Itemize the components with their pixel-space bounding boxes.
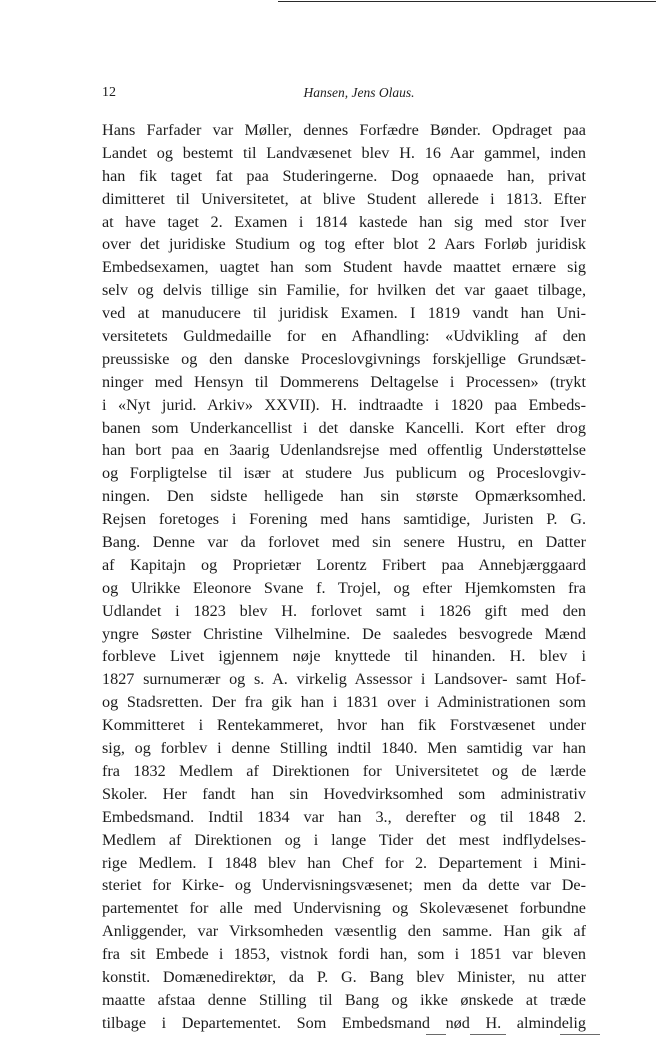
- text-line: Embedsexamen, uagtet han som Student havde maattet ernære sig: [102, 258, 586, 277]
- text-line: Landet og bestemt til Landvæsenet blev H. 16 Aar gammel, inden: [102, 143, 586, 162]
- running-head: Hansen, Jens Olaus.: [303, 85, 415, 100]
- text-line: tilbage i Departementet. Som Embedsmand nød H. almindelig: [102, 1013, 586, 1032]
- text-line: rige Medlem. I 1848 blev han Chef for 2. Departement i Mini-: [102, 853, 586, 872]
- text-line: ninger med Hensyn til Dommerens Deltagelse i Processen» (trykt: [102, 372, 586, 391]
- text-line: og Stadsretten. Der fra gik han i 1831 over i Administrationen som: [102, 693, 586, 712]
- text-line: over det juridiske Studium og tog efter blot 2 Aars Forløb juridisk: [102, 235, 586, 254]
- text-line: dimitteret til Universitetet, at blive Student allerede i 1813. Efter: [102, 189, 586, 208]
- text-line: 1827 surnumerær og s. A. virkelig Assessor i Landsover- samt Hof-: [102, 670, 586, 689]
- text-line: maatte afstaa denne Stilling til Bang og ikke ønskede at træde: [102, 990, 586, 1009]
- page-number: 12: [102, 85, 116, 100]
- text-line: han fik taget fat paa Studeringerne. Dog opnaaede han, privat: [102, 166, 586, 185]
- text-line: preussiske og den danske Proceslovgivnings forskjellige Grundsæt-: [102, 349, 586, 368]
- page-header: [102, 83, 586, 103]
- text-line: han bort paa en 3aarig Udenlandsrejse med offentlig Understøttelse: [102, 441, 586, 460]
- text-line: ved at manuducere til juridisk Examen. I 1819 vandt han Uni-: [102, 304, 586, 323]
- text-line: sig, og forblev i denne Stilling indtil 1840. Men samtidig var han: [102, 739, 586, 758]
- text-line: og Forpligtelse til især at studere Jus publicum og Proceslovgiv-: [102, 464, 586, 483]
- text-line: og Ulrikke Eleonore Svane f. Trojel, og efter Hjemkomsten fra: [102, 578, 586, 597]
- text-line: at have taget 2. Examen i 1814 kastede han sig med stor Iver: [102, 212, 586, 231]
- text-line: af Kapitajn og Proprietær Lorentz Fribert paa Annebjærggaard: [102, 555, 586, 574]
- text-line: ningen. Den sidste helligede han sin største Opmærksomhed.: [102, 487, 586, 506]
- text-line: yngre Søster Christine Vilhelmine. De saaledes besvogrede Mænd: [102, 624, 586, 643]
- text-line: Medlem af Direktionen og i lange Tider det mest indflydelses-: [102, 830, 586, 849]
- text-line: versitetets Guldmedaille for en Afhandling: «Udvikling af den: [102, 327, 586, 346]
- text-line: selv og delvis tillige sin Familie, for hvilken det var gaaet tilbage,: [102, 281, 586, 300]
- text-line: Embedsmand. Indtil 1834 var han 3., derefter og til 1848 2.: [102, 807, 586, 826]
- body-text: [102, 119, 586, 1035]
- text-line: fra sit Embede i 1853, vistnok fordi han, som i 1851 var bleven: [102, 945, 586, 964]
- text-line: Anliggender, var Virksomheden væsentlig den samme. Han gik af: [102, 922, 586, 941]
- text-line: Bang. Denne var da forlovet med sin senere Hustru, en Datter: [102, 533, 586, 552]
- text-line: Udlandet i 1823 blev H. forlovet samt i 1826 gift med den: [102, 601, 586, 620]
- text-line: fra 1832 Medlem af Direktionen for Universitetet og de lærde: [102, 761, 586, 780]
- text-line: i «Nyt jurid. Arkiv» XXVII). H. indtraadte i 1820 paa Embeds-: [102, 395, 586, 414]
- top-rule: [278, 1, 656, 2]
- text-line: konstit. Domænedirektør, da P. G. Bang blev Minister, nu atter: [102, 967, 586, 986]
- bottom-scan-marks: [0, 1028, 656, 1042]
- text-line: Skoler. Her fandt han sin Hovedvirksomhed som administrativ: [102, 784, 586, 803]
- text-line: banen som Underkancellist i det danske Kancelli. Kort efter drog: [102, 418, 586, 437]
- text-line: Kommitteret i Rentekammeret, hvor han fik Forstvæsenet under: [102, 716, 586, 735]
- text-line: Rejsen foretoges i Forening med hans samtidige, Juristen P. G.: [102, 510, 586, 529]
- text-line: Hans Farfader var Møller, dennes Forfædre Bønder. Opdraget paa: [102, 121, 586, 139]
- text-line: forbleve Livet igjennem nøje knyttede til hinanden. H. blev i: [102, 647, 586, 666]
- text-line: steriet for Kirke- og Undervisningsvæsenet; men da dette var De-: [102, 876, 586, 895]
- text-line: partementet for alle med Undervisning og Skolevæsenet forbundne: [102, 899, 586, 918]
